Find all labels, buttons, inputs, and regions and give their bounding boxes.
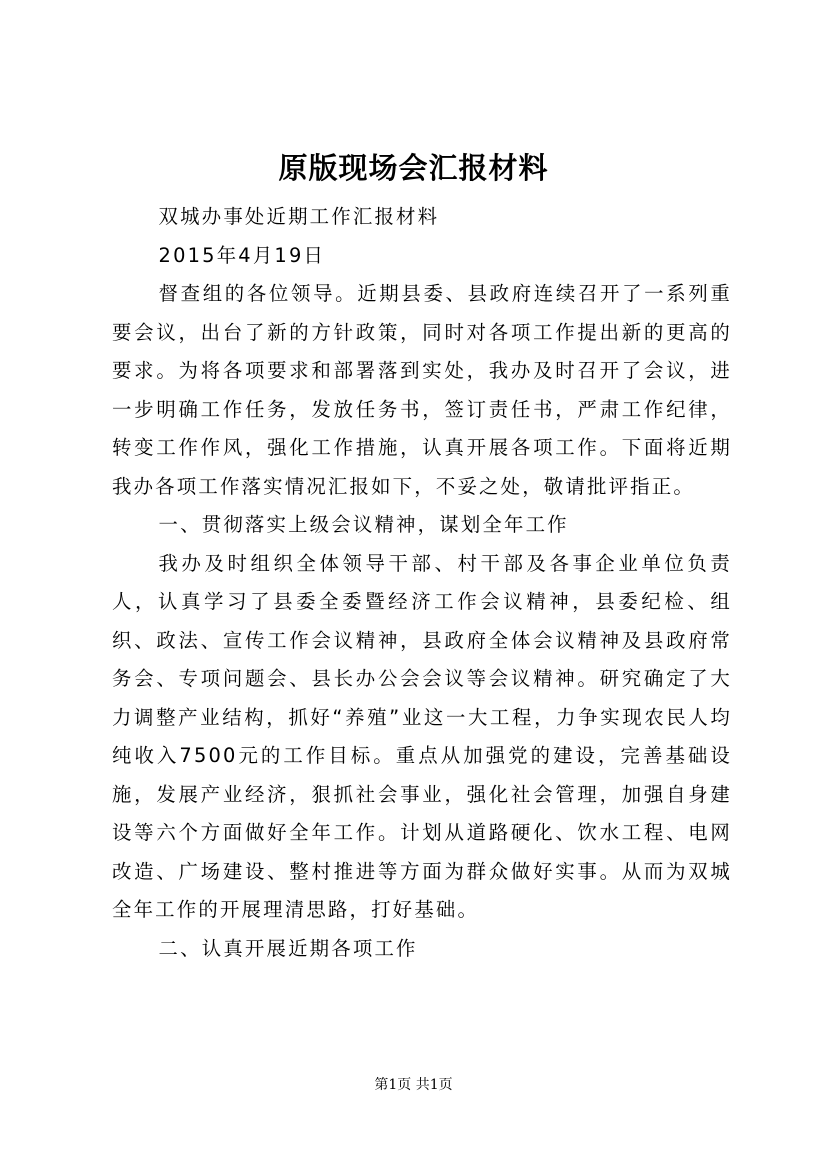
document-title: 原版现场会汇报材料 <box>278 151 549 185</box>
page-footer: 第1页 共1页 <box>374 1077 453 1093</box>
document-body <box>112 198 732 968</box>
date-line: 2015年4月19日 <box>158 243 326 267</box>
section-heading-2: 二、认真开展近期各项工作 <box>158 936 418 960</box>
paragraph-intro: 督查组的各位领导。近期县委、县政府连续召开了一系列重要会议，出台了新的方针政策，同时对各项工作提出新的更高的要求。为将各项要求和部署落到实处，我办及时召开了会议，进一步明确工作任务，发放任务书，签订责任书，严肃工作纪律，转变工作作风，强化工作措施，认真开展各项工作。下面将近期我办各项工作落实情况汇报如下，不妥之处，敬请批评指正。 <box>112 282 732 498</box>
section-heading-1: 一、贯彻落实上级会议精神，谋划全年工作 <box>158 513 569 536</box>
subtitle-line: 双城办事处近期工作汇报材料 <box>158 205 440 228</box>
paragraph-section-1: 我办及时组织全体领导干部、村干部及各事企业单位负责人，认真学习了县委全委暨经济工作会议精神，县委纪检、组织、政法、宣传工作会议精神，县政府全体会议精神及县政府常务会、专项问题会、县长办公会会议等会议精神。研究确定了大力调整产业结构，抓好“养殖”业这一大工程，力争实现农民人均纯收入7500元的工作目标。重点从加强党的建设，完善基础设施，发展产业经济，狠抓社会事业，强化社会管理，加强自身建设等六个方面做好全年工作。计划从道路硬化、饮水工程、电网改造、广场建设、整村推进等方面为群众做好实事。从而为双城全年工作的开展理清思路，打好基础。 <box>112 551 732 921</box>
